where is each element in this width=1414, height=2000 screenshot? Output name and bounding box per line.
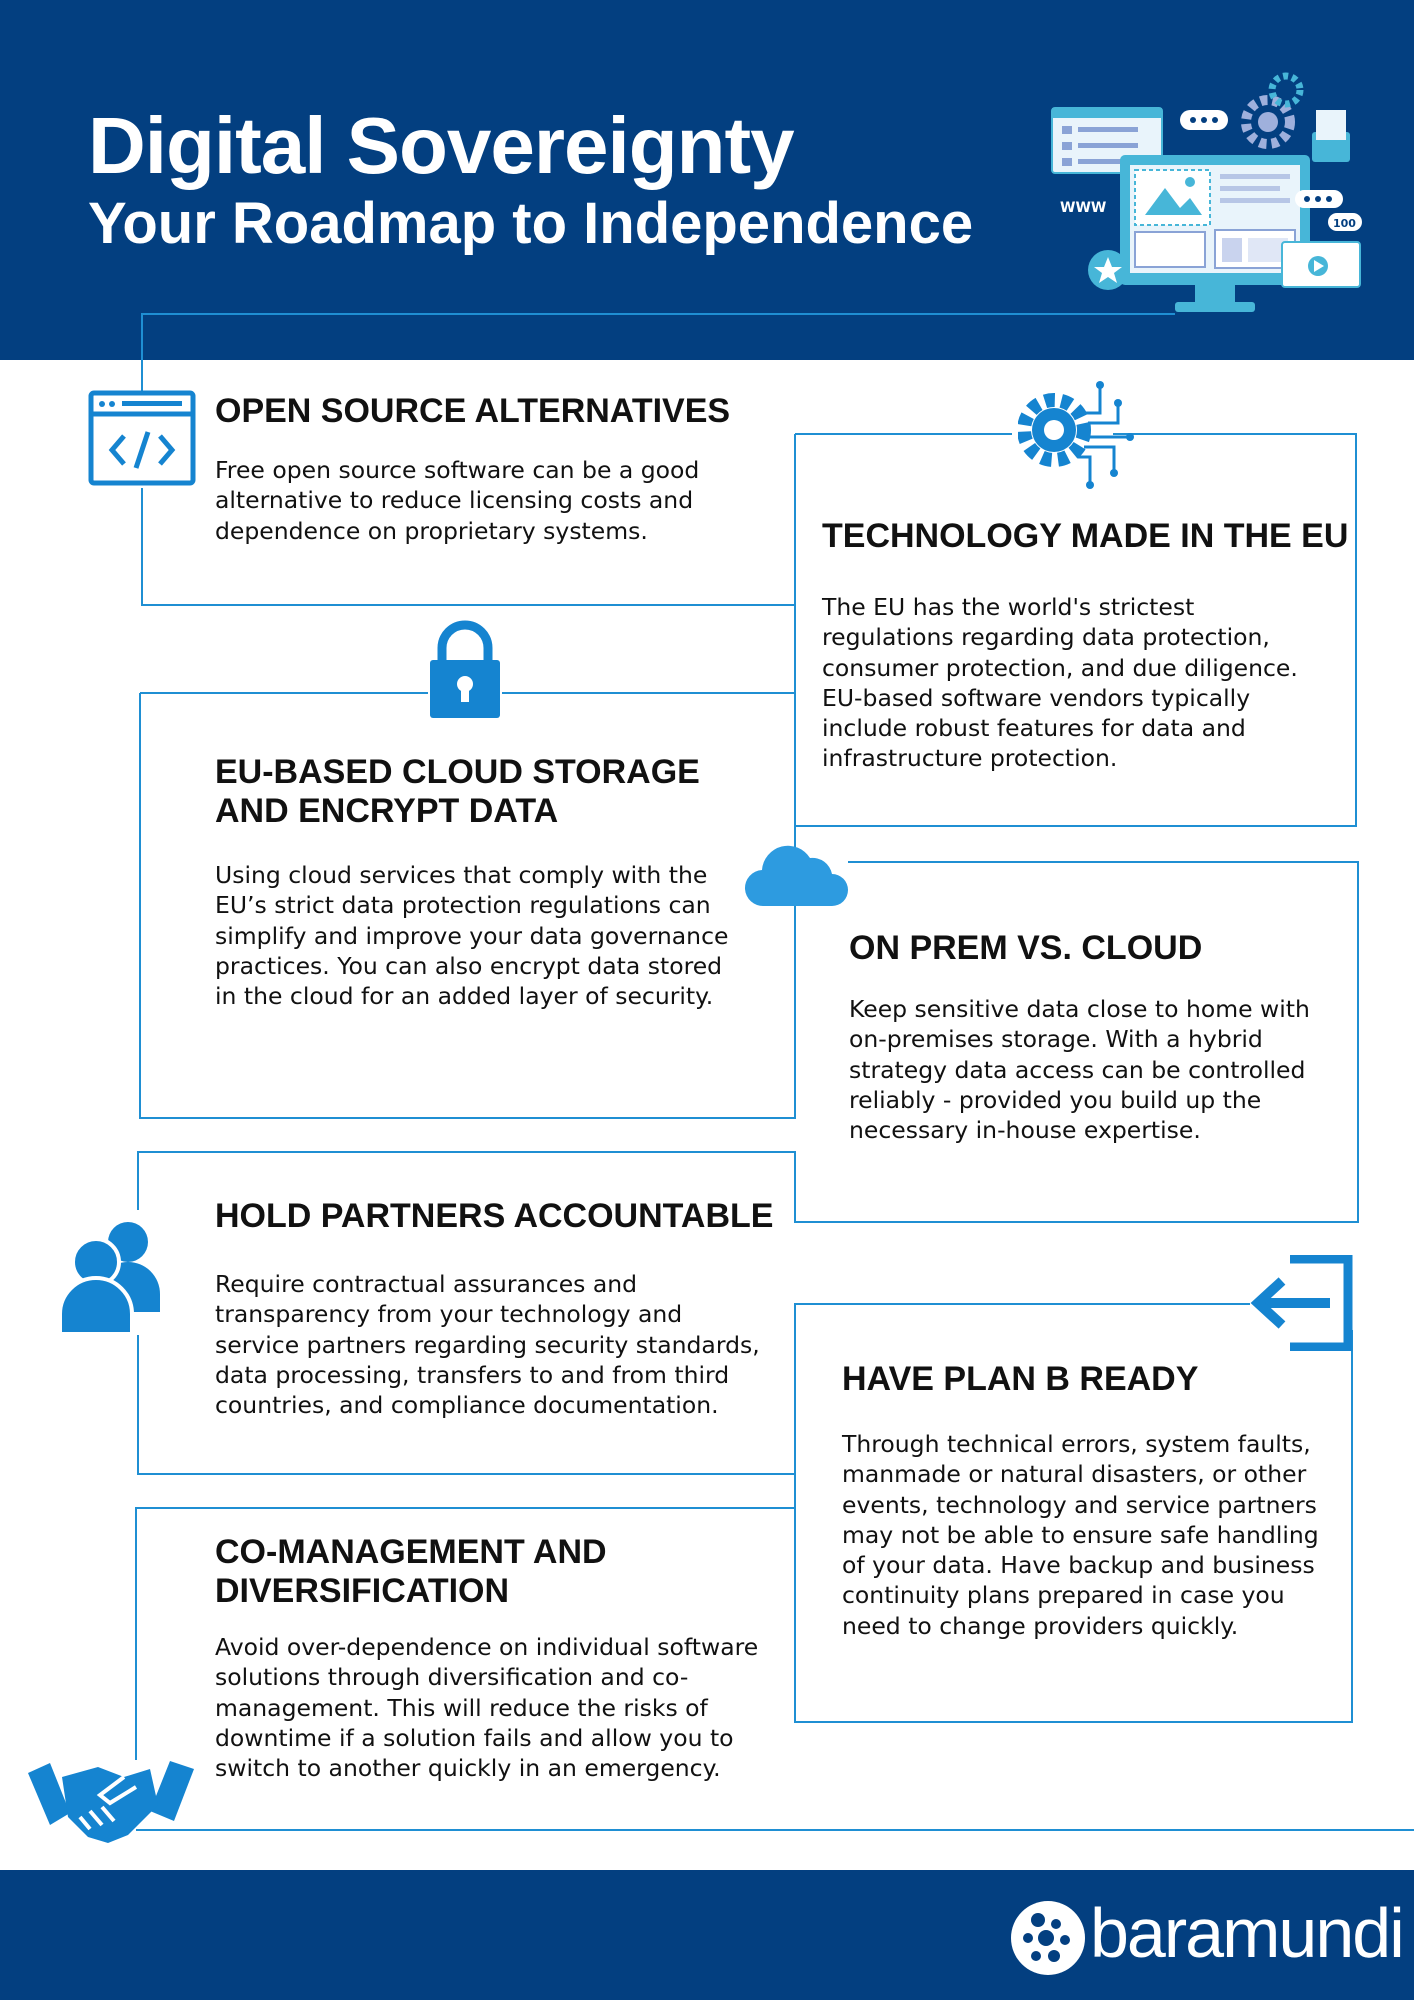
badge-label: 100 bbox=[1333, 217, 1356, 230]
brand-name: baramundi bbox=[1090, 1894, 1403, 1972]
eu-cloud-title-line2: AND ENCRYPT DATA bbox=[215, 792, 559, 830]
handshake-icon bbox=[28, 1755, 194, 1847]
code-window-icon bbox=[88, 390, 196, 486]
exit-arrow-icon bbox=[1248, 1255, 1354, 1351]
plan-b-title: HAVE PLAN B READY bbox=[842, 1360, 1199, 1398]
gear-circuit-icon bbox=[1018, 375, 1138, 490]
www-label: WWW bbox=[1060, 200, 1107, 216]
plan-b-text: Through technical errors, system faults, manmade or natural disasters, or other events, technology and service partners may not be able to ensure safe handling of your data. Have backup and business continuity plans prepared in case you need to change providers quickly. bbox=[842, 1430, 1319, 1640]
eu-cloud-title-line1: EU-BASED CLOUD STORAGE bbox=[215, 753, 700, 791]
on-prem-title: ON PREM VS. CLOUD bbox=[849, 929, 1203, 967]
partners-title: HOLD PARTNERS ACCOUNTABLE bbox=[215, 1197, 774, 1235]
open-source-title: OPEN SOURCE ALTERNATIVES bbox=[215, 392, 731, 430]
on-prem-text: Keep sensitive data close to home with on-premises storage. With a hybrid strategy data access can be controlled reliably - provided you build up the necessary in-house expertise. bbox=[849, 995, 1310, 1145]
users-icon bbox=[58, 1212, 164, 1336]
baramundi-logo-icon bbox=[1008, 1898, 1088, 1978]
co-management-title-line2: DIVERSIFICATION bbox=[215, 1572, 510, 1610]
eu-tech-title: TECHNOLOGY MADE IN THE EU bbox=[822, 517, 1349, 555]
partners-text: Require contractual assurances and transparency from your technology and service partners regarding security standards, data processing, transfers to and from third countries, and compliance documentation. bbox=[215, 1270, 760, 1420]
cloud-icon bbox=[744, 838, 850, 908]
open-source-text: Free open source software can be a good alternative to reduce licensing costs and dependence on proprietary systems. bbox=[215, 456, 700, 545]
page-subtitle: Your Roadmap to Independence bbox=[88, 191, 974, 256]
page-title: Digital Sovereignty bbox=[88, 101, 794, 190]
co-management-title-line1: CO-MANAGEMENT AND bbox=[215, 1533, 607, 1571]
eu-tech-text: The EU has the world's strictest regulations regarding data protection, consumer protection, and due diligence. EU-based software vendors typically include robust features for data and infrastructure protection. bbox=[822, 593, 1298, 773]
lock-icon bbox=[428, 620, 502, 720]
eu-cloud-text: Using cloud services that comply with the EU’s strict data protection regulations can simplify and improve your data governance practices. You can also encrypt data stored in the cloud for an added layer of security. bbox=[215, 861, 729, 1011]
co-management-text: Avoid over-dependence on individual software solutions through diversification and co-management. This will reduce the risks of downtime if a solution fails and allow you to switch to another quickly in an emergency. bbox=[215, 1633, 759, 1783]
